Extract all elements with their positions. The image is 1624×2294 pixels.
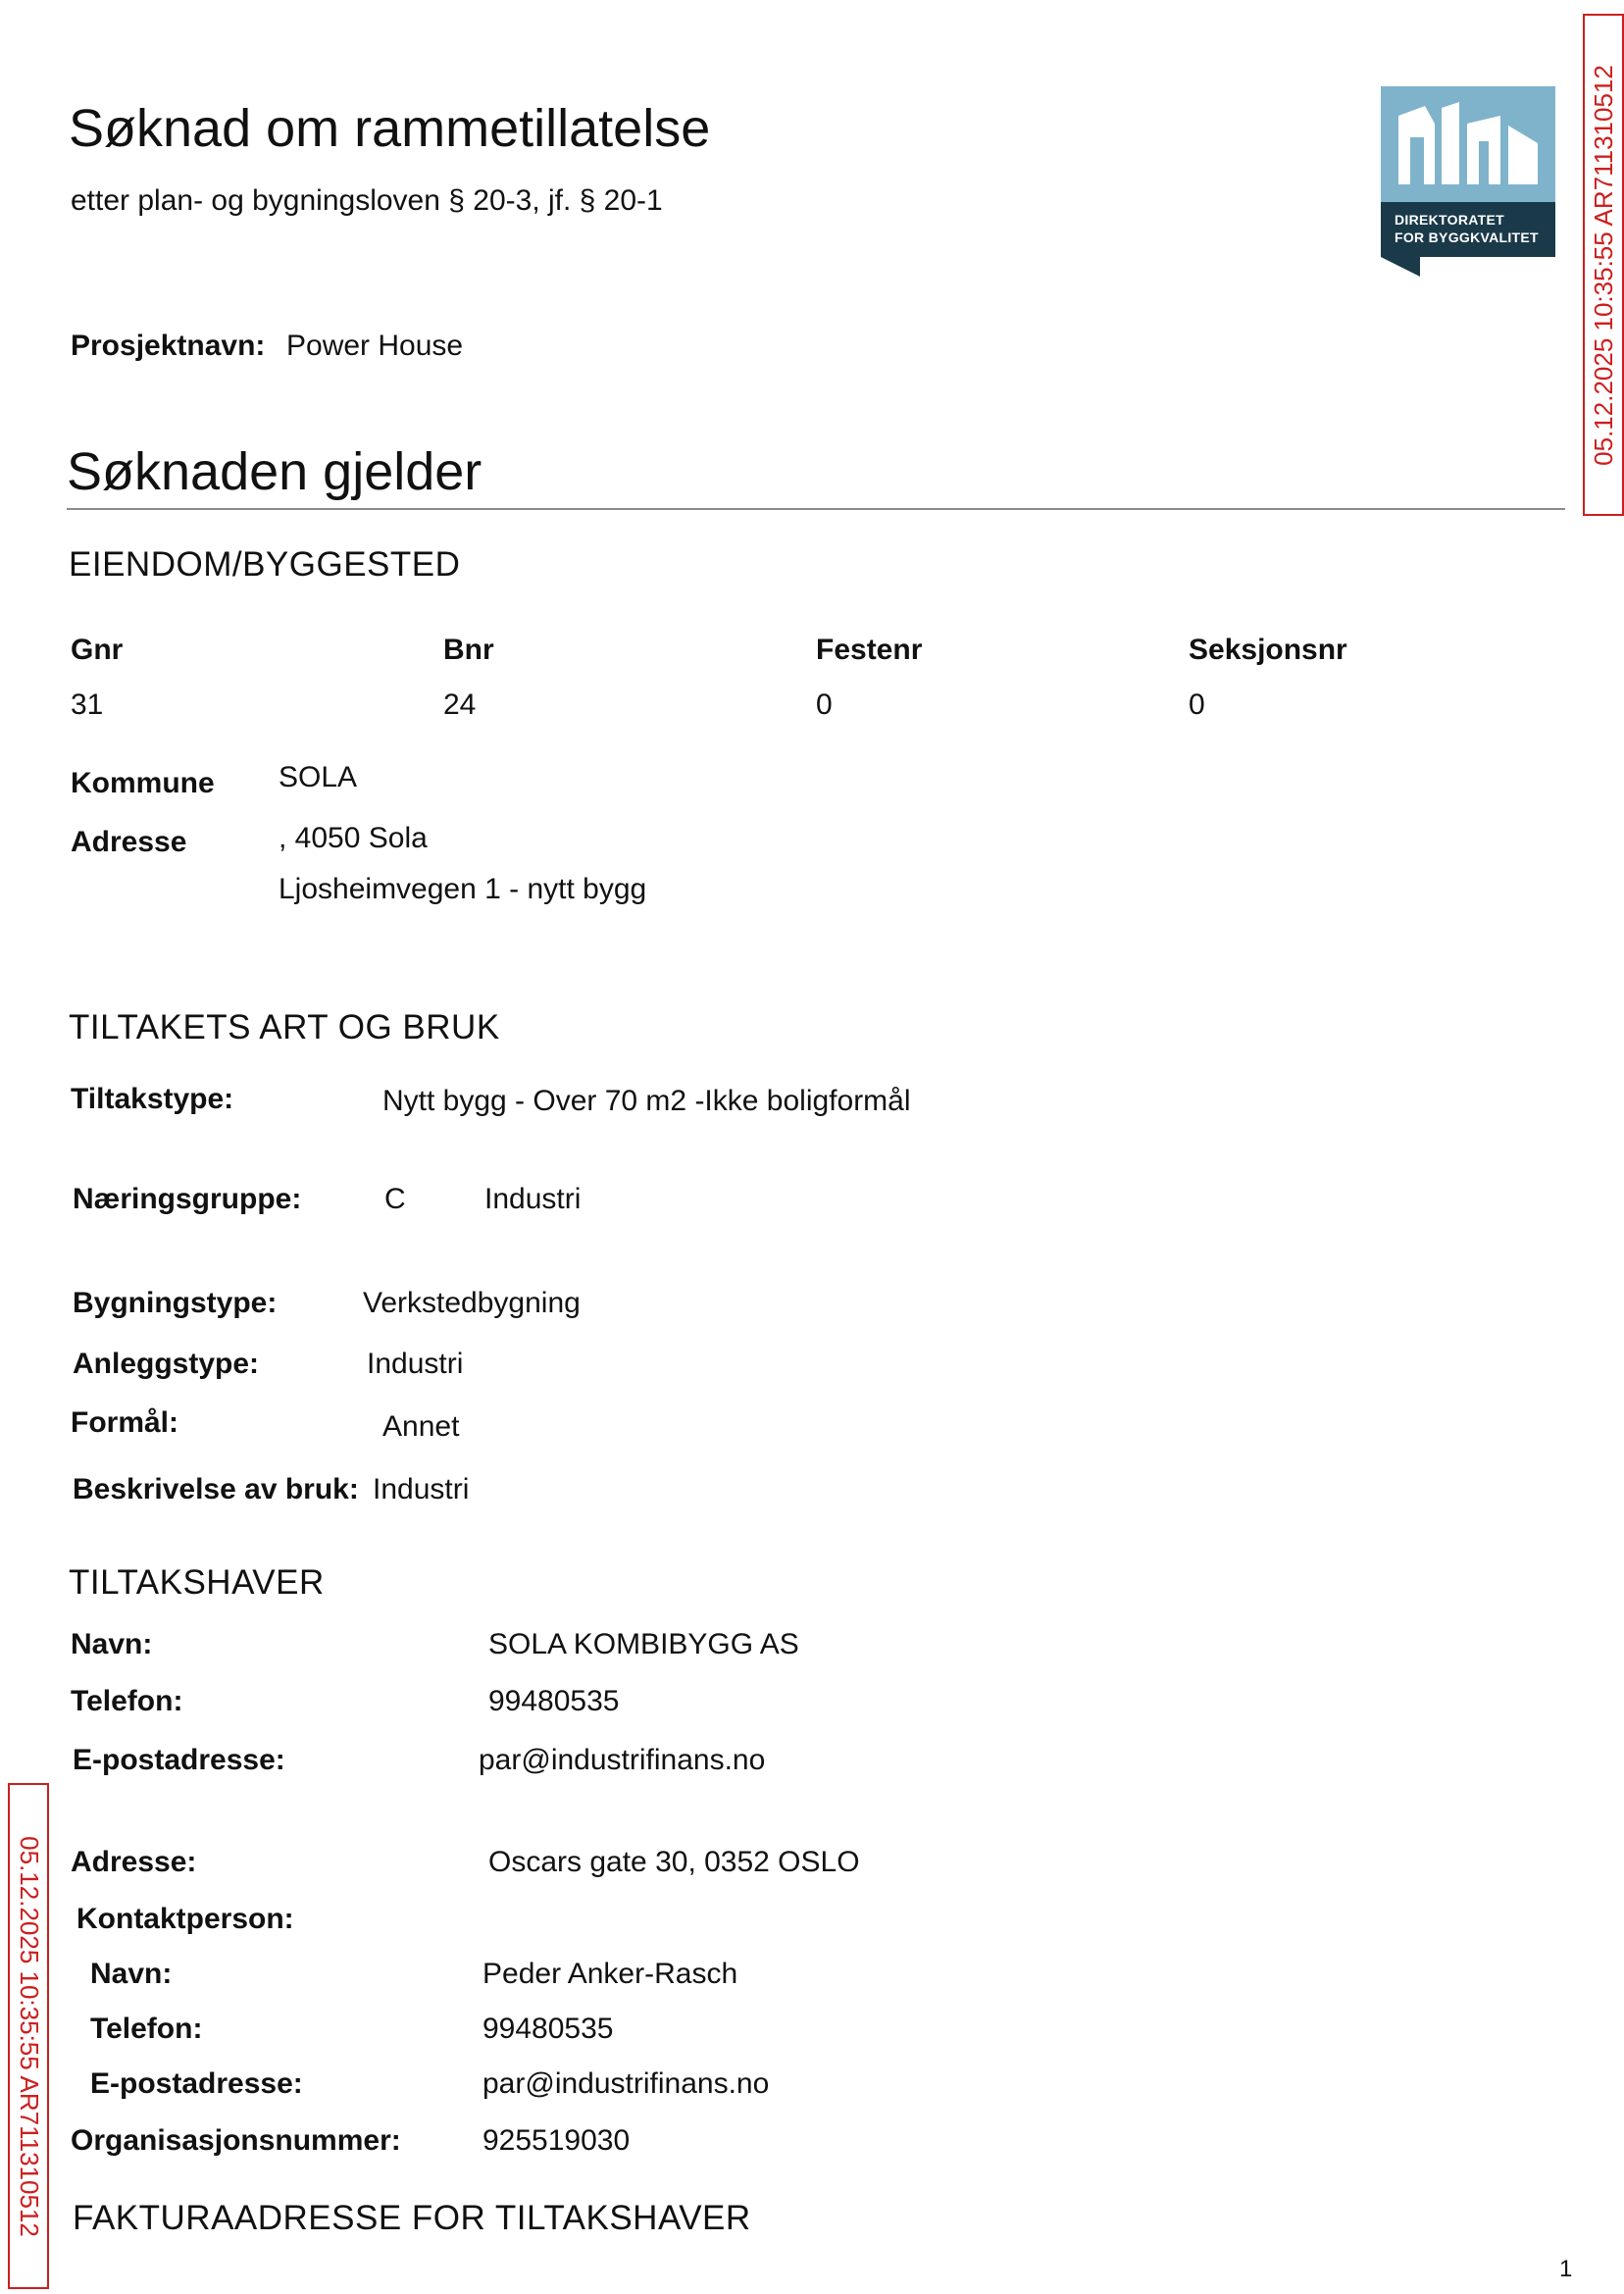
timestamp-stamp-top	[1583, 14, 1624, 516]
page-number: 1	[1559, 2256, 1573, 2282]
bygningstype-value: Verkstedbygning	[363, 1287, 581, 1319]
timestamp-text: 05.12.2025 10:35:55 AR711310512	[1588, 64, 1618, 466]
festenr-value: 0	[816, 688, 833, 721]
tiltakstype-label: Tiltakstype:	[71, 1083, 234, 1115]
document-title: Søknad om rammetillatelse	[69, 99, 711, 158]
document-subtitle: etter plan- og bygningsloven § 20-3, jf. § 20-1	[71, 184, 663, 217]
dibk-logo-icon	[1381, 86, 1555, 277]
beskrivelse-label: Beskrivelse av bruk:	[73, 1473, 359, 1505]
beskrivelse-value: Industri	[373, 1473, 470, 1505]
kontakt-navn-label: Navn:	[90, 1958, 173, 1990]
timestamp-text: 05.12.2025 10:35:55 AR711310512	[14, 1835, 44, 2237]
logo-text-line2: FOR BYGGKVALITET	[1395, 229, 1539, 245]
festenr-label: Festenr	[816, 634, 923, 666]
bnr-value: 24	[443, 688, 477, 721]
faktura-heading: FAKTURAADRESSE FOR TILTAKSHAVER	[73, 2199, 751, 2237]
tiltakshaver-navn-label: Navn:	[71, 1628, 153, 1660]
formal-value: Annet	[382, 1410, 460, 1443]
naeringsgruppe-value: Industri	[484, 1183, 582, 1215]
project-label: Prosjektnavn:	[71, 330, 266, 362]
kommune-value: SOLA	[279, 761, 358, 793]
tiltakshaver-adresse-value: Oscars gate 30, 0352 OSLO	[488, 1846, 860, 1878]
tiltakshaver-telefon-value: 99480535	[488, 1685, 620, 1717]
kontakt-telefon-value: 99480535	[482, 2013, 614, 2045]
section-heading: Søknaden gjelder	[67, 442, 482, 501]
dibk-logo	[1381, 86, 1555, 277]
adresse-line1: , 4050 Sola	[279, 822, 428, 854]
section-divider	[67, 508, 1565, 510]
project-value: Power House	[286, 330, 464, 362]
formal-label: Formål:	[71, 1406, 179, 1439]
anleggstype-value: Industri	[367, 1348, 464, 1380]
orgnr-label: Organisasjonsnummer:	[71, 2124, 401, 2157]
kontakt-telefon-label: Telefon:	[90, 2013, 203, 2045]
bnr-label: Bnr	[443, 634, 494, 666]
adresse-line2: Ljosheimvegen 1 - nytt bygg	[279, 873, 647, 905]
kontaktperson-label: Kontaktperson:	[76, 1903, 294, 1935]
gnr-label: Gnr	[71, 634, 124, 666]
tiltakshaver-epost-value: par@industrifinans.no	[479, 1744, 766, 1776]
adresse-label: Adresse	[71, 826, 187, 858]
eiendom-heading: EIENDOM/BYGGESTED	[69, 545, 461, 584]
naeringsgruppe-label: Næringsgruppe:	[73, 1183, 302, 1215]
kommune-label: Kommune	[71, 767, 215, 799]
tiltak-heading: TILTAKETS ART OG BRUK	[69, 1008, 500, 1046]
tiltakstype-value: Nytt bygg - Over 70 m2 -Ikke boligformål	[382, 1085, 911, 1117]
tiltakshaver-navn-value: SOLA KOMBIBYGG AS	[488, 1628, 799, 1660]
seksjonsnr-label: Seksjonsnr	[1189, 634, 1347, 666]
logo-text-line1: DIREKTORATET	[1395, 212, 1504, 228]
timestamp-stamp-bottom	[8, 1783, 49, 2289]
gnr-value: 31	[71, 688, 104, 721]
kontakt-epost-label: E-postadresse:	[90, 2067, 303, 2100]
anleggstype-label: Anleggstype:	[73, 1348, 260, 1380]
seksjonsnr-value: 0	[1189, 688, 1205, 721]
bygningstype-label: Bygningstype:	[73, 1287, 278, 1319]
orgnr-value: 925519030	[482, 2124, 631, 2157]
kontakt-epost-value: par@industrifinans.no	[482, 2067, 770, 2100]
tiltakshaver-heading: TILTAKSHAVER	[69, 1563, 325, 1602]
kontakt-navn-value: Peder Anker-Rasch	[482, 1958, 738, 1990]
tiltakshaver-epost-label: E-postadresse:	[73, 1744, 285, 1776]
tiltakshaver-telefon-label: Telefon:	[71, 1685, 183, 1717]
tiltakshaver-adresse-label: Adresse:	[71, 1846, 197, 1878]
naeringsgruppe-code: C	[384, 1183, 406, 1215]
